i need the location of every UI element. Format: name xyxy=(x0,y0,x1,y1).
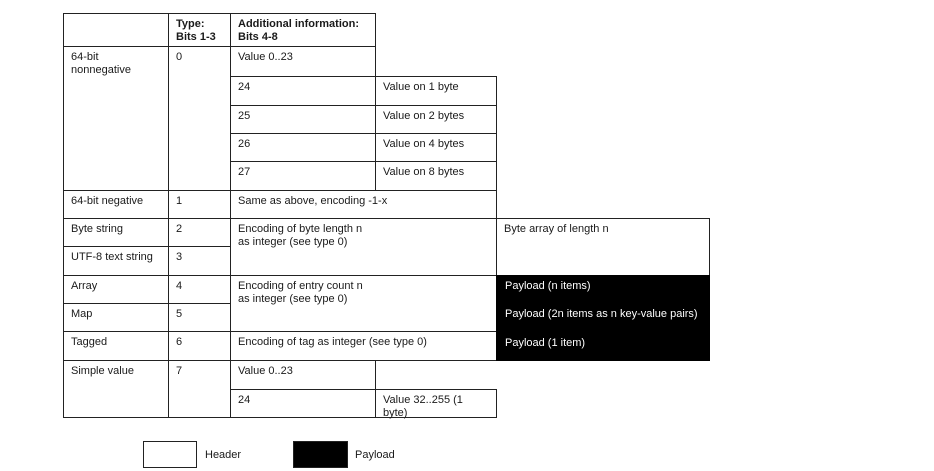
nonneg-value-3 xyxy=(375,133,497,162)
header-cell-empty xyxy=(63,13,169,47)
simple-label-text: Simple value xyxy=(71,365,134,377)
simple-value-1-text: Value 32..255 (1 byte) xyxy=(383,394,463,419)
tagged-label-text: Tagged xyxy=(71,336,108,348)
simple-value-1 xyxy=(375,389,497,418)
nonneg-value-2 xyxy=(375,105,497,134)
row-array-label xyxy=(63,275,169,304)
row-tagged-type xyxy=(168,331,231,361)
simple-info-1-text: 24 xyxy=(238,394,251,406)
nonneg-info-3 xyxy=(230,133,376,162)
utf8-label-text: UTF-8 text string xyxy=(71,251,153,263)
row-bytestring-type xyxy=(168,218,231,247)
simple-info-0-text: Value 0..23 xyxy=(238,365,293,377)
array-info-text: Encoding of entry count n as integer (see type 0) xyxy=(238,280,363,305)
bytestring-payload-text: Byte array of length n xyxy=(504,223,609,235)
string-length-info xyxy=(230,218,497,276)
map-label-text: Map xyxy=(71,308,93,320)
nonneg-value-1-text: Value on 1 byte xyxy=(383,81,459,93)
header-cell-type xyxy=(168,13,231,47)
utf8-type-text: 3 xyxy=(176,251,183,263)
simple-type-text: 7 xyxy=(176,365,183,377)
array-label-text: Array xyxy=(71,280,98,292)
nonneg-value-3-text: Value on 4 bytes xyxy=(383,138,465,150)
neg-label-text: 64-bit negative xyxy=(71,195,144,207)
row-array-type xyxy=(168,275,231,304)
nonneg-label-text: 64-bit nonnegative xyxy=(71,51,131,76)
nonneg-type-text: 0 xyxy=(176,51,183,63)
row-tagged-info xyxy=(230,331,497,361)
row-utf8-type xyxy=(168,246,231,276)
row-bytestring-label xyxy=(63,218,169,247)
nonneg-info-1-text: 24 xyxy=(238,81,251,93)
row-tagged-label xyxy=(63,331,169,361)
nonneg-info-4-text: 27 xyxy=(238,166,251,178)
tagged-info-text: Encoding of tag as integer (see type 0) xyxy=(238,336,427,348)
array-type-text: 4 xyxy=(176,280,183,292)
nonneg-value-2-text: Value on 2 bytes xyxy=(383,110,465,122)
row-neg-label xyxy=(63,190,169,219)
simple-info-1 xyxy=(230,389,376,418)
nonneg-value-1 xyxy=(375,76,497,106)
nonneg-info-3-text: 26 xyxy=(238,138,251,150)
legend-payload-label: Payload xyxy=(355,449,395,461)
bytestring-label-text: Byte string xyxy=(71,223,123,235)
row-map-label xyxy=(63,303,169,332)
legend-header-swatch xyxy=(143,441,197,468)
nonneg-value-4 xyxy=(375,161,497,191)
header-col3-text: Additional information: Bits 4-8 xyxy=(238,18,359,43)
row-neg-info xyxy=(230,190,497,219)
nonneg-info-2-text: 25 xyxy=(238,110,251,122)
nonneg-value-4-text: Value on 8 bytes xyxy=(383,166,465,178)
byte-array-payload xyxy=(496,218,710,276)
neg-info-text: Same as above, encoding -1-x xyxy=(238,195,388,207)
legend-payload-swatch xyxy=(293,441,348,468)
array-payload-text: Payload (n items) xyxy=(505,280,591,292)
map-payload-text: Payload (2n items as n key-value pairs) xyxy=(505,308,698,320)
row-nonneg-type xyxy=(168,46,231,191)
entry-count-info xyxy=(230,275,497,332)
nonneg-info-0 xyxy=(230,46,376,77)
legend-header-label: Header xyxy=(205,449,242,461)
row-map-type xyxy=(168,303,231,332)
neg-type-text: 1 xyxy=(176,195,183,207)
row-nonneg-label xyxy=(63,46,169,191)
row-simple-type xyxy=(168,360,231,418)
header-col2-text: Type: Bits 1-3 xyxy=(176,18,216,43)
simple-info-0 xyxy=(230,360,376,390)
nonneg-info-4 xyxy=(230,161,376,191)
map-type-text: 5 xyxy=(176,308,183,320)
tagged-type-text: 6 xyxy=(176,336,183,348)
bytestring-info-text: Encoding of byte length n as integer (see type 0) xyxy=(238,223,363,248)
bytestring-type-text: 2 xyxy=(176,223,183,235)
row-neg-type xyxy=(168,190,231,219)
nonneg-info-0-text: Value 0..23 xyxy=(238,51,293,63)
header-cell-additional-info xyxy=(230,13,376,47)
row-simple-label xyxy=(63,360,169,418)
nonneg-info-1 xyxy=(230,76,376,106)
row-utf8-label xyxy=(63,246,169,276)
tagged-payload-text: Payload (1 item) xyxy=(505,337,586,349)
nonneg-info-2 xyxy=(230,105,376,134)
